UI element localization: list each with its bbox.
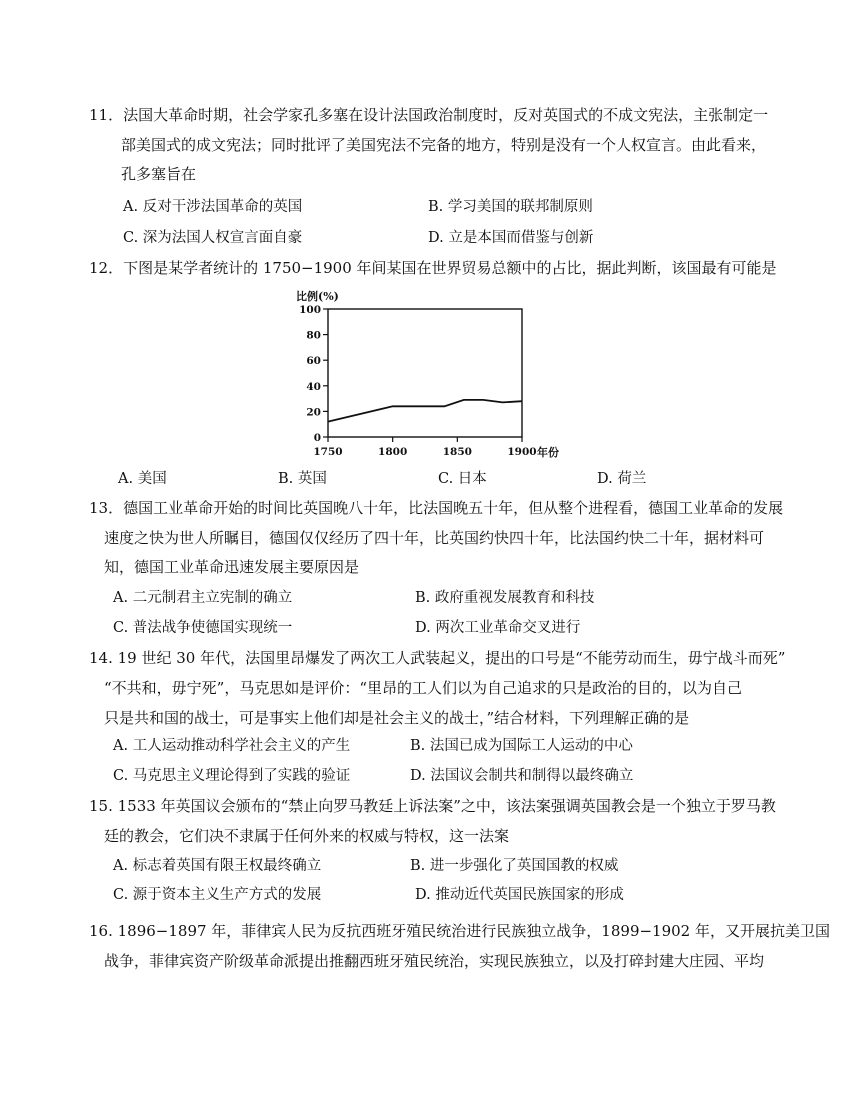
chart-y-tick-label: 60 xyxy=(306,355,321,368)
question-13-line-3: 知，德国工业革命迅速发展主要原因是 xyxy=(104,558,360,576)
question-11-line-3: 孔多塞旨在 xyxy=(121,165,197,183)
question-14-line-3: 只是共和国的战士，可是事实上他们却是社会主义的战士，”结合材料，下列理解正确的是 xyxy=(104,709,690,727)
question-14-option-c[interactable]: C. 马克思主义理论得到了实践的验证 xyxy=(113,768,351,784)
chart-x-tick-label: 1750 xyxy=(313,446,343,458)
chart-x-tick-label: 1800 xyxy=(378,446,408,458)
chart-y-tick-label: 100 xyxy=(299,304,321,316)
question-14-line-2: “不共和，毋宁死”，马克思如是评价：“里昂的工人们以为自己追求的只是政治的目的，以为自己 xyxy=(104,679,743,697)
question-14-line-1: 14. 19 世纪 30 年代，法国里昂爆发了两次工人武装起义，提出的口号是“不能劳动而生，毋宁战斗而死” xyxy=(89,649,786,667)
question-12-option-b[interactable]: B. 英国 xyxy=(278,471,327,487)
question-15-option-d[interactable]: D. 推动近代英国民族国家的形成 xyxy=(415,887,624,903)
question-11-option-b[interactable]: B. 学习美国的联邦制原则 xyxy=(428,199,593,215)
question-14-option-a[interactable]: A. 工人运动推动科学社会主义的产生 xyxy=(113,738,351,754)
chart-y-tick-label: 0 xyxy=(313,432,321,444)
question-13-line-1: 13．德国工业革命开始的时间比英国晚八十年，比法国晚五十年，但从整个进程看，德国工业革命的发展 xyxy=(89,499,784,517)
question-11-option-a[interactable]: A. 反对干涉法国革命的英国 xyxy=(123,199,303,215)
question-15-option-b[interactable]: B. 进一步强化了英国国教的权威 xyxy=(410,858,619,874)
question-13-line-2: 速度之快为世人所瞩目，德国仅仅经历了四十年，比英国约快四十年，比法国约快二十年，据材料可 xyxy=(104,529,765,547)
question-14-option-d[interactable]: D. 法国议会制共和制得以最终确立 xyxy=(410,768,634,784)
chart-y-tick-label: 20 xyxy=(306,406,321,419)
question-15-option-c[interactable]: C. 源于资本主义生产方式的发展 xyxy=(113,887,322,903)
question-12-option-a[interactable]: A. 美国 xyxy=(118,471,167,487)
question-15-line-2: 廷的教会，它们决不隶属于任何外来的权威与特权，这一法案 xyxy=(104,827,510,845)
question-15-line-1: 15. 1533 年英国议会颁布的“禁止向罗马教廷上诉法案”之中，该法案强调英国教会是一个独立于罗马教 xyxy=(89,797,776,815)
question-12-option-c[interactable]: C. 日本 xyxy=(438,471,487,487)
question-13-option-c[interactable]: C. 普法战争使德国实现统一 xyxy=(113,620,293,636)
question-13-option-d[interactable]: D. 两次工业革命交叉进行 xyxy=(415,620,581,636)
question-11-option-d[interactable]: D. 立是本国而借鉴与创新 xyxy=(428,230,594,246)
chart-y-axis-label: 比例(%) xyxy=(296,290,339,303)
chart-y-tick-label: 80 xyxy=(306,329,321,342)
question-16-line-1: 16. 1896−1897 年，菲律宾人民为反抗西班牙殖民统治进行民族独立战争，1899−1902 年，又开展抗美卫国 xyxy=(89,922,830,940)
question-12-option-d[interactable]: D. 荷兰 xyxy=(597,471,647,487)
chart-y-tick-label: 40 xyxy=(306,380,321,393)
question-15-option-a[interactable]: A. 标志着英国有限王权最终确立 xyxy=(113,858,322,874)
question-13-option-b[interactable]: B. 政府重视发展教育和科技 xyxy=(415,590,595,606)
trade-share-line-chart xyxy=(290,284,590,466)
question-11-option-c[interactable]: C. 深为法国人权宣言面自豪 xyxy=(123,230,303,246)
question-13-option-a[interactable]: A. 二元制君主立宪制的确立 xyxy=(113,590,293,606)
chart-x-ticks xyxy=(313,437,536,458)
chart-x-axis-label: 年份 xyxy=(537,446,559,459)
chart-x-tick-label: 1900 xyxy=(507,446,537,458)
chart-plot-frame xyxy=(328,309,522,437)
chart-x-tick-label: 1850 xyxy=(442,446,472,458)
chart-y-ticks xyxy=(299,304,328,444)
question-14-option-b[interactable]: B. 法国已成为国际工人运动的中心 xyxy=(410,738,633,754)
question-16-line-2: 战争，菲律宾资产阶级革命派提出推翻西班牙殖民统治，实现民族独立，以及打碎封建大庄园、平均 xyxy=(104,952,765,970)
question-11-line-2: 部美国式的成文宪法；同时批评了美国宪法不完备的地方，特别是没有一个人权宣言。由此看来， xyxy=(121,136,767,154)
chart-series-line xyxy=(328,400,522,422)
question-11-line-1: 11．法国大革命时期，社会学家孔多塞在设计法国政治制度时，反对英国式的不成文宪法，主张制定一 xyxy=(89,106,769,124)
question-12-line-1: 12．下图是某学者统计的 1750−1900 年间某国在世界贸易总额中的占比，据此判断，该国最有可能是 xyxy=(89,259,777,277)
